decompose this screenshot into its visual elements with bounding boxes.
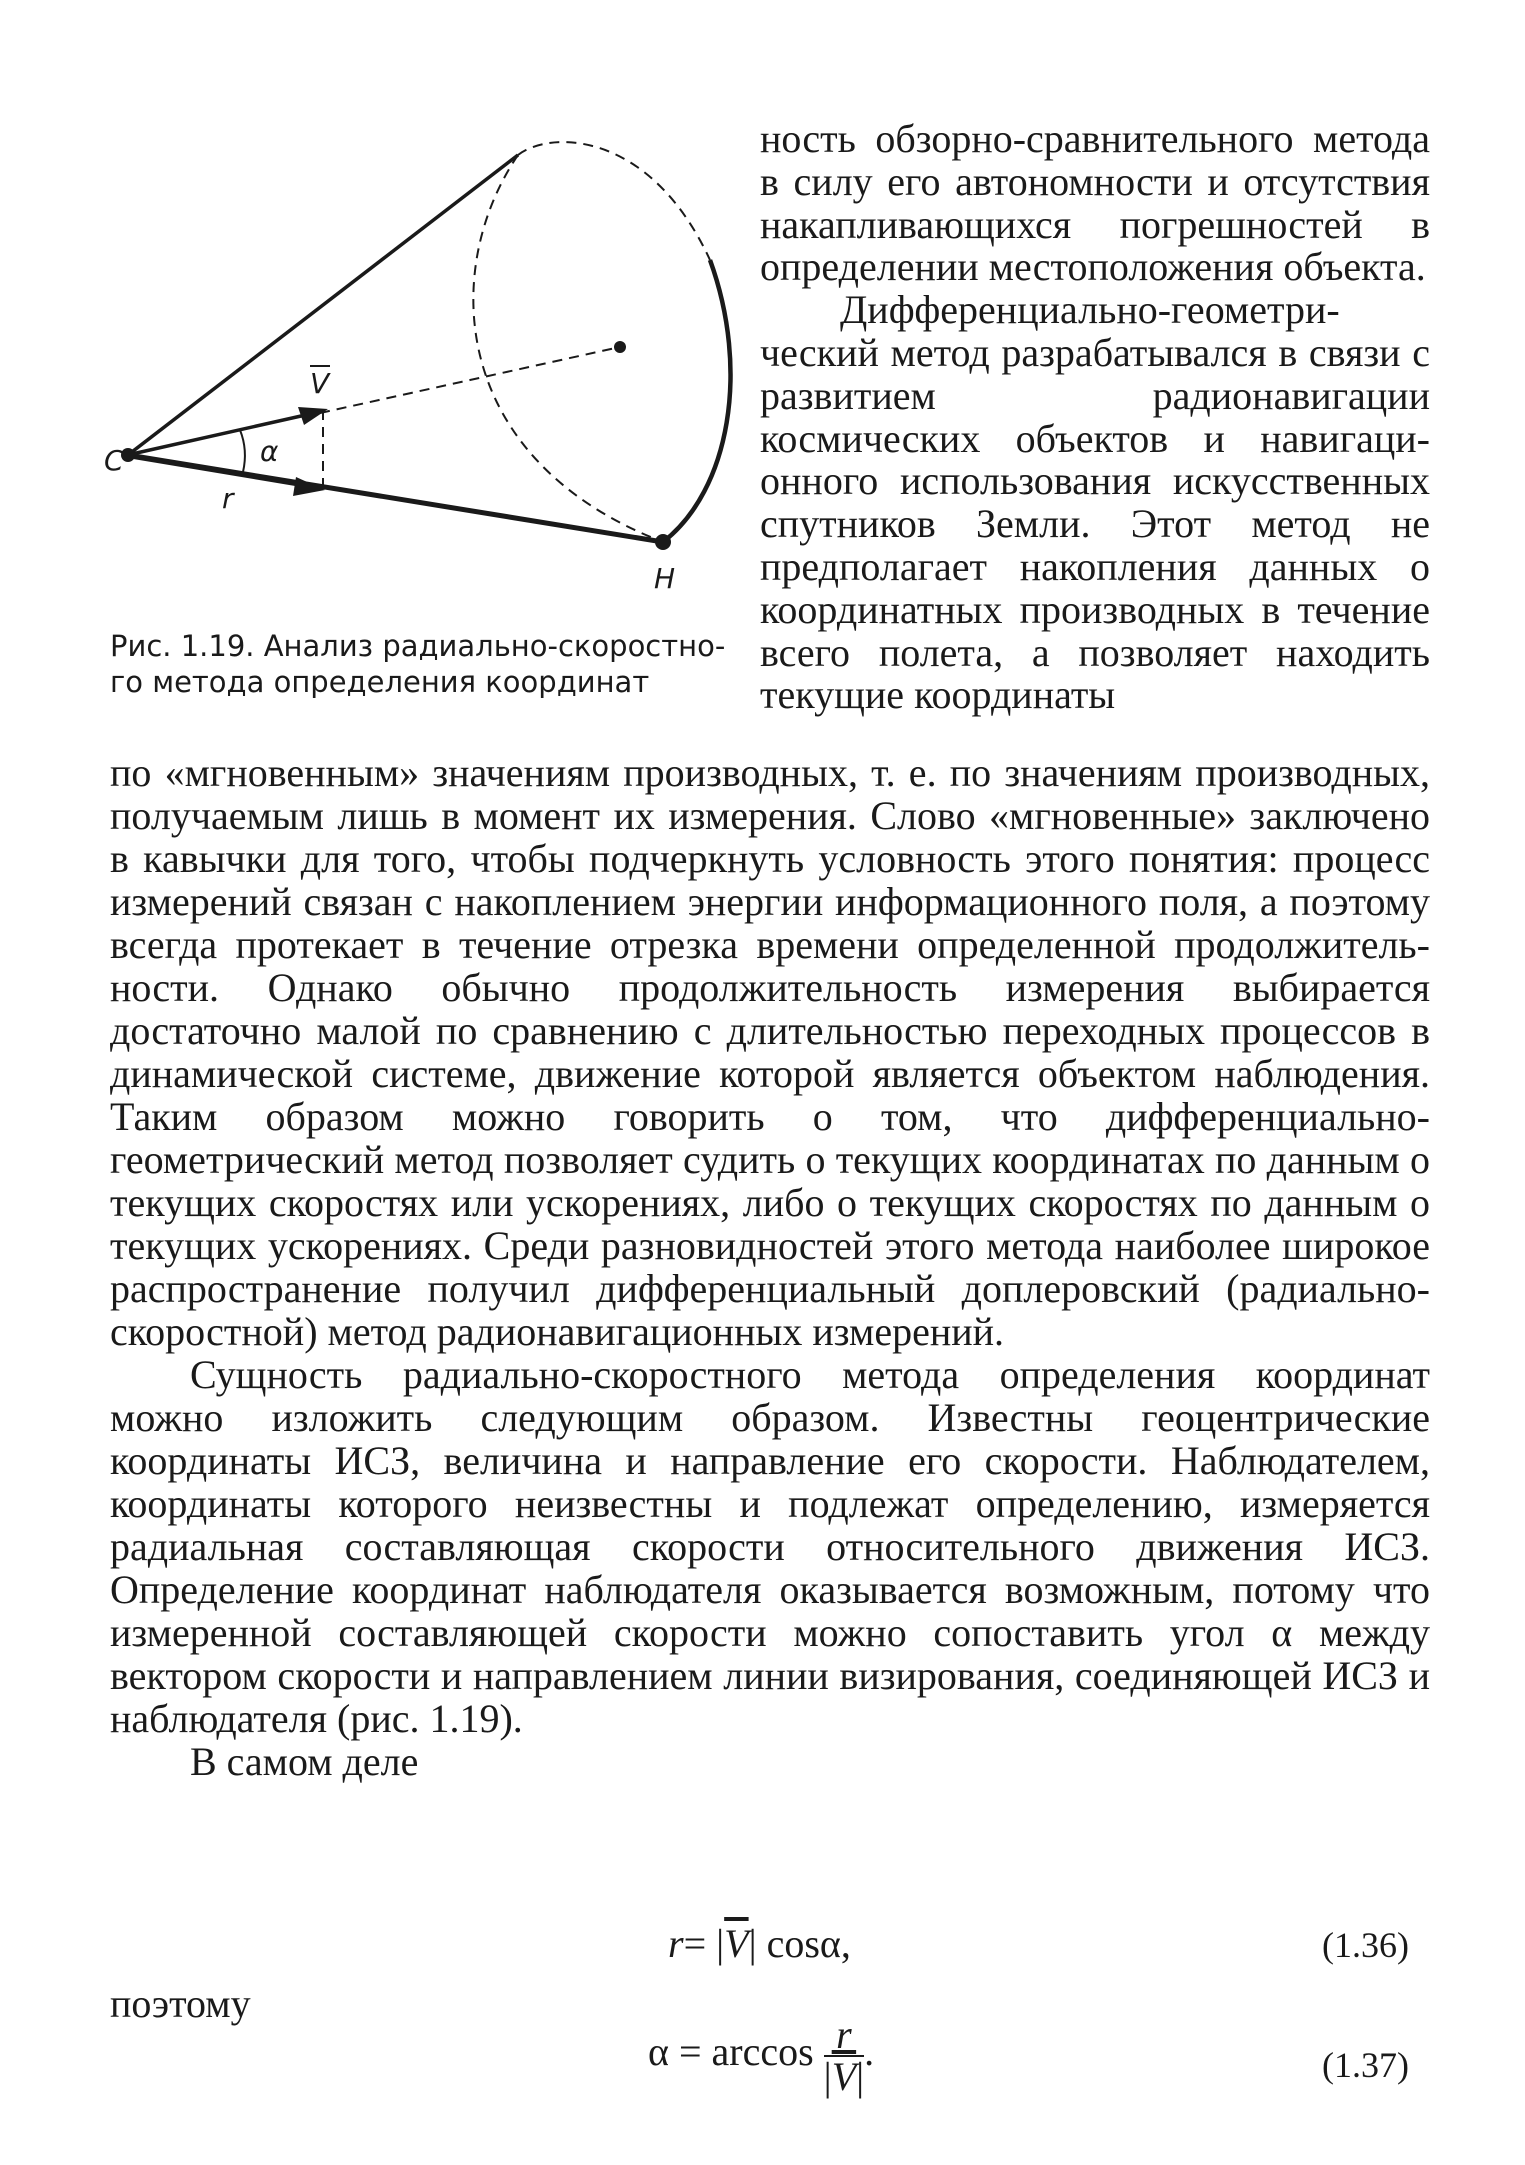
label-h: H <box>654 562 676 595</box>
paragraph: В самом деле <box>190 1739 419 1784</box>
cone-axis-dashed <box>320 347 620 413</box>
cone-center-point <box>614 341 626 353</box>
label-c: C <box>104 444 124 477</box>
label-alpha: α <box>260 435 279 468</box>
eq-rhs-suffix: | cosα, <box>748 1921 851 1966</box>
eq-denominator <box>823 2054 865 2099</box>
cone-diagram <box>104 110 740 600</box>
ellipse-back-dashed <box>473 155 663 542</box>
ellipse-front-solid <box>663 260 731 542</box>
ellipse-top-dashed <box>518 142 710 260</box>
equation-1-36 <box>668 1920 851 1967</box>
eq-v: $\overline{V}$ <box>724 1921 749 1966</box>
eq-r-dot: r <box>668 1921 684 1966</box>
figure-1-19 <box>104 110 740 600</box>
point-h <box>655 534 671 550</box>
eq-lhs: α = arccos <box>648 2029 814 2075</box>
paragraph: Дифференциально-геометрический метод разрабатывался в связи с развитием радионавигации космических объектов и навигационного использования искусственных спутников Земли. Этот метод не предполагает накопления данных о координатных производных в течение всего полета, а позволяет находить текущие координаты <box>760 287 1430 718</box>
main-text <box>110 751 1430 1783</box>
label-r: r <box>222 482 234 515</box>
angle-arc <box>240 430 245 472</box>
eq-end: . <box>864 2029 875 2075</box>
figure-caption: Рис. 1.19. Анализ радиально-скоростного метода определения координат <box>110 629 726 699</box>
eq-den-suffix: | <box>856 2054 865 2099</box>
paragraph: ность обзорно-сравнительного метода в силу его автономности и отсутствия накапливающихся погрешностей в определении местоположения объекта. <box>760 116 1430 290</box>
eq-den-v: $\overline{V}$ <box>831 2054 857 2099</box>
eq-rhs-prefix: = | <box>683 1921 725 1966</box>
equation-number: (1.36) <box>1322 1925 1409 1965</box>
equation-1-37 <box>648 2012 875 2099</box>
equation-number: (1.37) <box>1322 2045 1409 2085</box>
eq-fraction <box>823 2012 865 2099</box>
velocity-vector <box>132 414 310 454</box>
right-column-text <box>760 118 1430 717</box>
paragraph: Сущность радиально-скоростного метода определения координат можно изложить следующим образом. Известны геоцентрические координаты ИСЗ, величина и направление его скорости. Наблюдателем, координаты которого неизвестны и подлежат определению, измеряется радиальная составляющая скорости относительного движения ИСЗ. Определение координат наблюдателя оказывается возможным, потому что измеренной составляющей скорости можно сопоставить угол α между вектором скорости и направлением линии визирования, соединяющей ИСЗ и наблюдателя (рис. 1.19). <box>110 1352 1430 1741</box>
paragraph: поэтому <box>110 1981 251 2026</box>
radial-vector <box>132 457 306 486</box>
eq-den-prefix: | <box>823 2054 832 2099</box>
paragraph: по «мгновенным» значениям производных, т. е. по значениям производных, получаемым лишь в момент их измерения. Слово «мгновенные» заключено в кавычки для того, чтобы подчеркнуть условность этого понятия: процесс измерений связан с накоплением энергии информационного поля, а поэтому всегда протекает в течение отрезка времени определенной продолжительности. Однако обычно продолжительность измерения выбирается достаточно малой по сравнению с длительностью переходных процессов в динамической системе, движение которой является объектом наблюдения. Таким образом можно говорить о том, что дифференциально-геометрический метод позволяет судить о текущих координатах по данным о текущих скоростях или ускорениях, либо о текущих скоростях по данным о текущих ускорениях. Среди разновидностей этого метода наиболее широкое распространение получил дифференциальный доплеровский (радиально-скоростной) метод радионавигационных измерений. <box>110 750 1430 1354</box>
label-v: V <box>310 367 330 400</box>
eq-numerator: r <box>824 2015 864 2057</box>
